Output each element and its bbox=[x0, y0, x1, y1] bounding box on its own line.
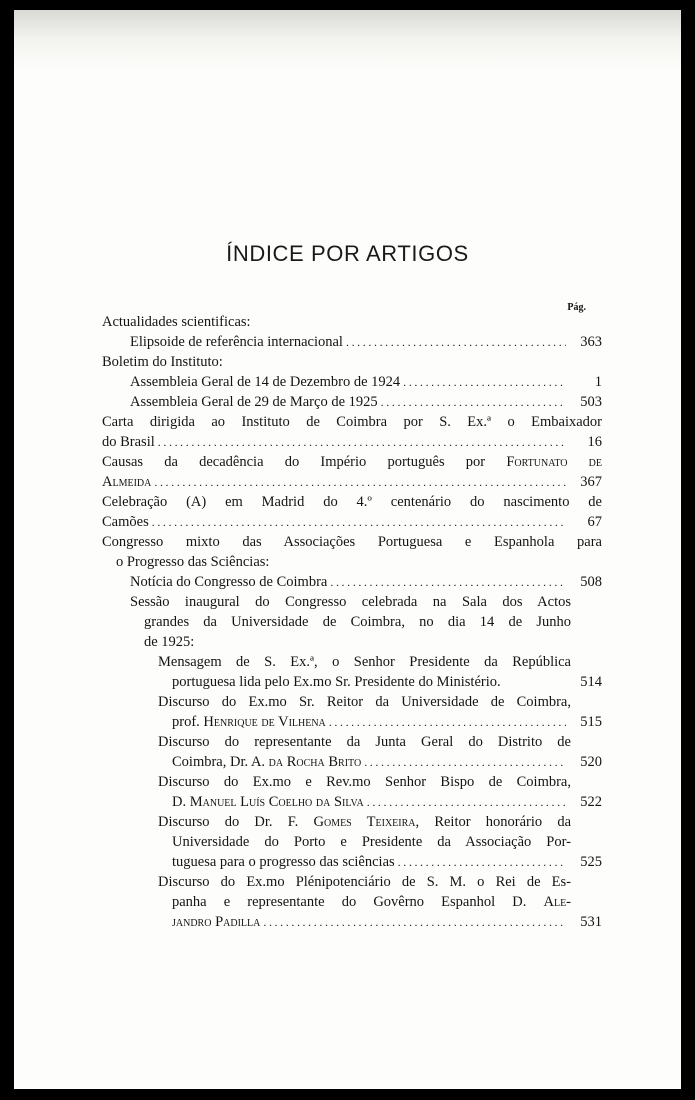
toc-heading: Congresso mixto das Associações Portuguesa e Espanhola para bbox=[102, 534, 602, 550]
toc-heading: Boletim do Instituto: bbox=[102, 354, 223, 370]
toc-entry: Discurso do Ex.mo Sr. Reitor da Universidade de Coimbra, bbox=[158, 694, 571, 710]
page-number: 508 bbox=[580, 574, 602, 590]
toc-entry: Universidade do Porto e Presidente da Associação Por- bbox=[172, 834, 571, 850]
toc-entry bbox=[102, 472, 602, 492]
toc-entry: do Brasil ..... 16 bbox=[102, 432, 602, 452]
toc-entry bbox=[172, 912, 602, 932]
page-number: 67 bbox=[587, 514, 602, 530]
toc-entry: Discurso do Ex.mo e Rev.mo Senhor Bispo de Coimbra, bbox=[158, 774, 571, 790]
toc-entry: Elipsoide de referência internacional ..... 363 bbox=[130, 332, 602, 352]
page-number: 515 bbox=[580, 714, 602, 730]
page-number: 520 bbox=[580, 754, 602, 770]
page-number: 525 bbox=[580, 854, 602, 870]
author-name: Gomes Teixeira bbox=[313, 814, 416, 830]
toc-entry: Discurso do Ex.mo Plénipotenciário de S. M. o Rei de Es- bbox=[158, 874, 571, 890]
toc-entry: Discurso do representante da Junta Geral do Distrito de bbox=[158, 734, 571, 750]
toc-heading: Actualidades scientificas: bbox=[102, 314, 251, 330]
page-number: 514 bbox=[580, 674, 602, 690]
toc-entry: D. Manuel Luís Coelho da Silva ..... 522 bbox=[172, 792, 602, 812]
toc-entry: Coimbra, Dr. A. da Rocha Brito ..... 520 bbox=[172, 752, 602, 772]
page-number: 1 bbox=[594, 374, 602, 390]
toc-entry: panha e representante do Govêrno Espanhol D. Ale- bbox=[172, 894, 572, 910]
toc-entry: Sessão inaugural do Congresso celebrada na Sala dos Actos bbox=[130, 594, 571, 610]
toc-entry: Carta dirigida ao Instituto de Coimbra por S. Ex.ª o Embaixador bbox=[102, 414, 602, 430]
toc-entry: Assembleia Geral de 14 de Dezembro de 1924 ..... 1 bbox=[130, 372, 602, 392]
page-number: 531 bbox=[580, 914, 602, 930]
page-number: 363 bbox=[580, 334, 602, 350]
toc-entry: Celebração (A) em Madrid do 4.º centenário do nascimento de bbox=[102, 494, 602, 510]
toc-entry: prof. Henrique de Vilhena ..... 515 bbox=[172, 712, 602, 732]
author-name: Fortunato de bbox=[506, 454, 603, 470]
author-name: jandro Padilla bbox=[172, 914, 261, 930]
page-column-label: Pág. bbox=[567, 302, 586, 313]
page-number: 367 bbox=[580, 474, 602, 490]
document-page bbox=[14, 10, 681, 1089]
page-number: 16 bbox=[587, 434, 602, 450]
toc-entry: Camões ..... 67 bbox=[102, 512, 602, 532]
toc-entry: tuguesa para o progresso das sciências ..... 525 bbox=[172, 852, 602, 872]
toc-entry: Causas da decadência do Império português por Fortunato de bbox=[102, 454, 603, 470]
toc-entry: Assembleia Geral de 29 de Março de 1925 ..... 503 bbox=[130, 392, 602, 412]
page-number: 522 bbox=[580, 794, 602, 810]
toc-entry: Discurso do Dr. F. Gomes Teixeira, Reitor honorário da bbox=[158, 814, 572, 830]
author-name: Manuel Luís Coelho da Silva bbox=[189, 794, 364, 810]
toc-entry: grandes da Universidade de Coimbra, no dia 14 de Junho bbox=[144, 614, 571, 630]
author-name: Henrique de Vilhena bbox=[203, 714, 326, 730]
page-number: 503 bbox=[580, 394, 602, 410]
toc-entry: Mensagem de S. Ex.ª, o Senhor Presidente da República bbox=[158, 654, 571, 670]
toc-heading: o Progresso das Sciências: bbox=[116, 554, 270, 570]
toc-entry: de 1925: bbox=[144, 634, 195, 650]
author-name: Almeida bbox=[102, 474, 152, 490]
toc-entry: portuguesa lida pelo Ex.mo Sr. Presidente do Ministério. 514 bbox=[172, 674, 602, 690]
author-name: Ale- bbox=[543, 894, 572, 910]
author-name: da Rocha Brito bbox=[268, 754, 362, 770]
index-title: ÍNDICE POR ARTIGOS bbox=[226, 241, 469, 266]
toc-entry: Notícia do Congresso de Coimbra ..... 508 bbox=[130, 572, 602, 592]
table-of-contents bbox=[14, 10, 681, 1089]
